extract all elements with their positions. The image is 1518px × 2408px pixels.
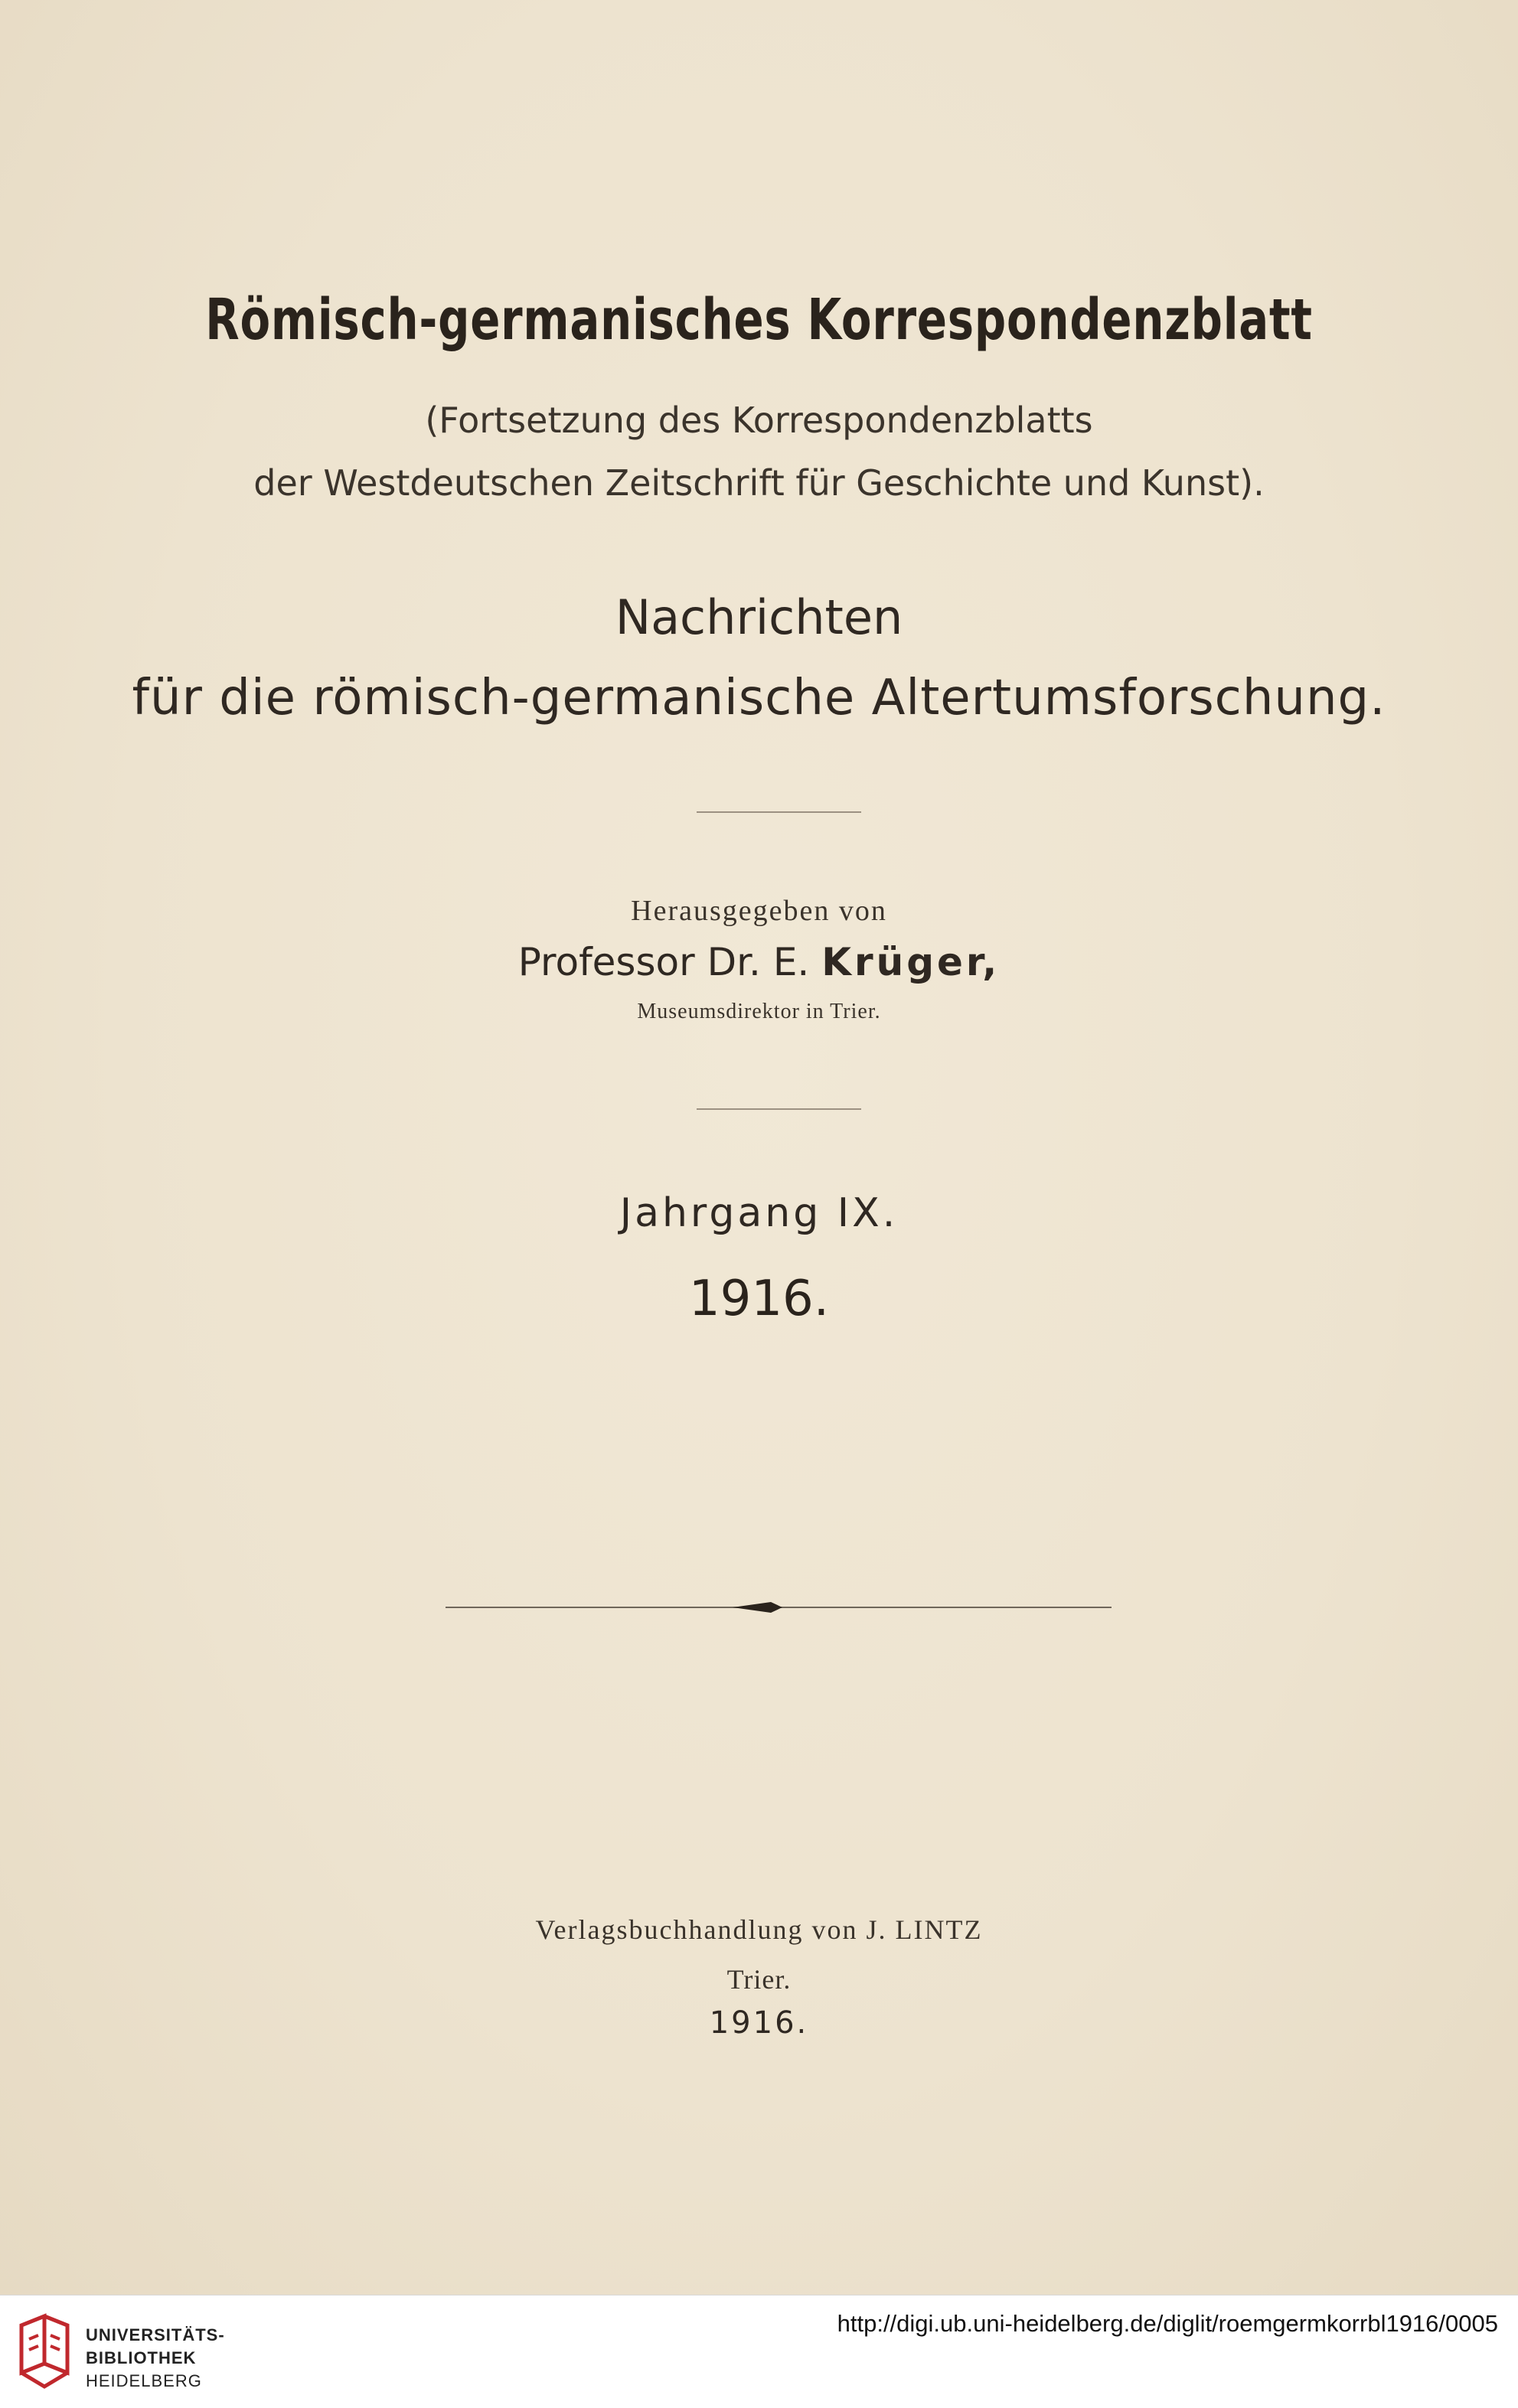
heading-line-2: für die römisch-germanische Altertumsforschung. (132, 670, 1386, 726)
publisher: Verlagsbuchhandlung von J. LINTZ (535, 1914, 983, 1945)
source-url-link[interactable]: http://digi.ub.uni-heidelberg.de/diglit/roemgermkorrbl1916/0005 (837, 2310, 1498, 2337)
publication-year: 1916. (709, 2005, 809, 2041)
library-logo-icon (17, 2310, 73, 2394)
library-name-line-3: HEIDELBERG (86, 2371, 202, 2390)
subtitle-line-1: (Fortsetzung des Korrespondenzblatts (425, 400, 1093, 441)
editor-role: Museumsdirektor in Trier. (637, 1000, 881, 1023)
separator-rule-bottom (697, 1108, 861, 1110)
library-name-line-1: UNIVERSITÄTS- (86, 2325, 225, 2344)
editor-intro: Herausgegeben von (631, 895, 887, 927)
separator-rule-top (697, 811, 861, 813)
editor-line (0, 940, 1518, 984)
document-title: Römisch-germanisches Korrespondenzblatt (205, 287, 1313, 353)
publication-place: Trier. (726, 1964, 792, 1995)
volume-year: 1916. (688, 1271, 830, 1327)
editor-name: Krüger, (821, 940, 1001, 984)
editor-prefix: Professor Dr. E. (517, 940, 822, 984)
ornament-divider (446, 1588, 1112, 1627)
heading-line-1: Nachrichten (615, 589, 903, 645)
volume-label: Jahrgang IX. (619, 1190, 899, 1236)
subtitle-line-2: der Westdeutschen Zeitschrift für Geschichte und Kunst). (253, 462, 1265, 504)
library-name-line-2: BIBLIOTHEK (86, 2348, 197, 2367)
